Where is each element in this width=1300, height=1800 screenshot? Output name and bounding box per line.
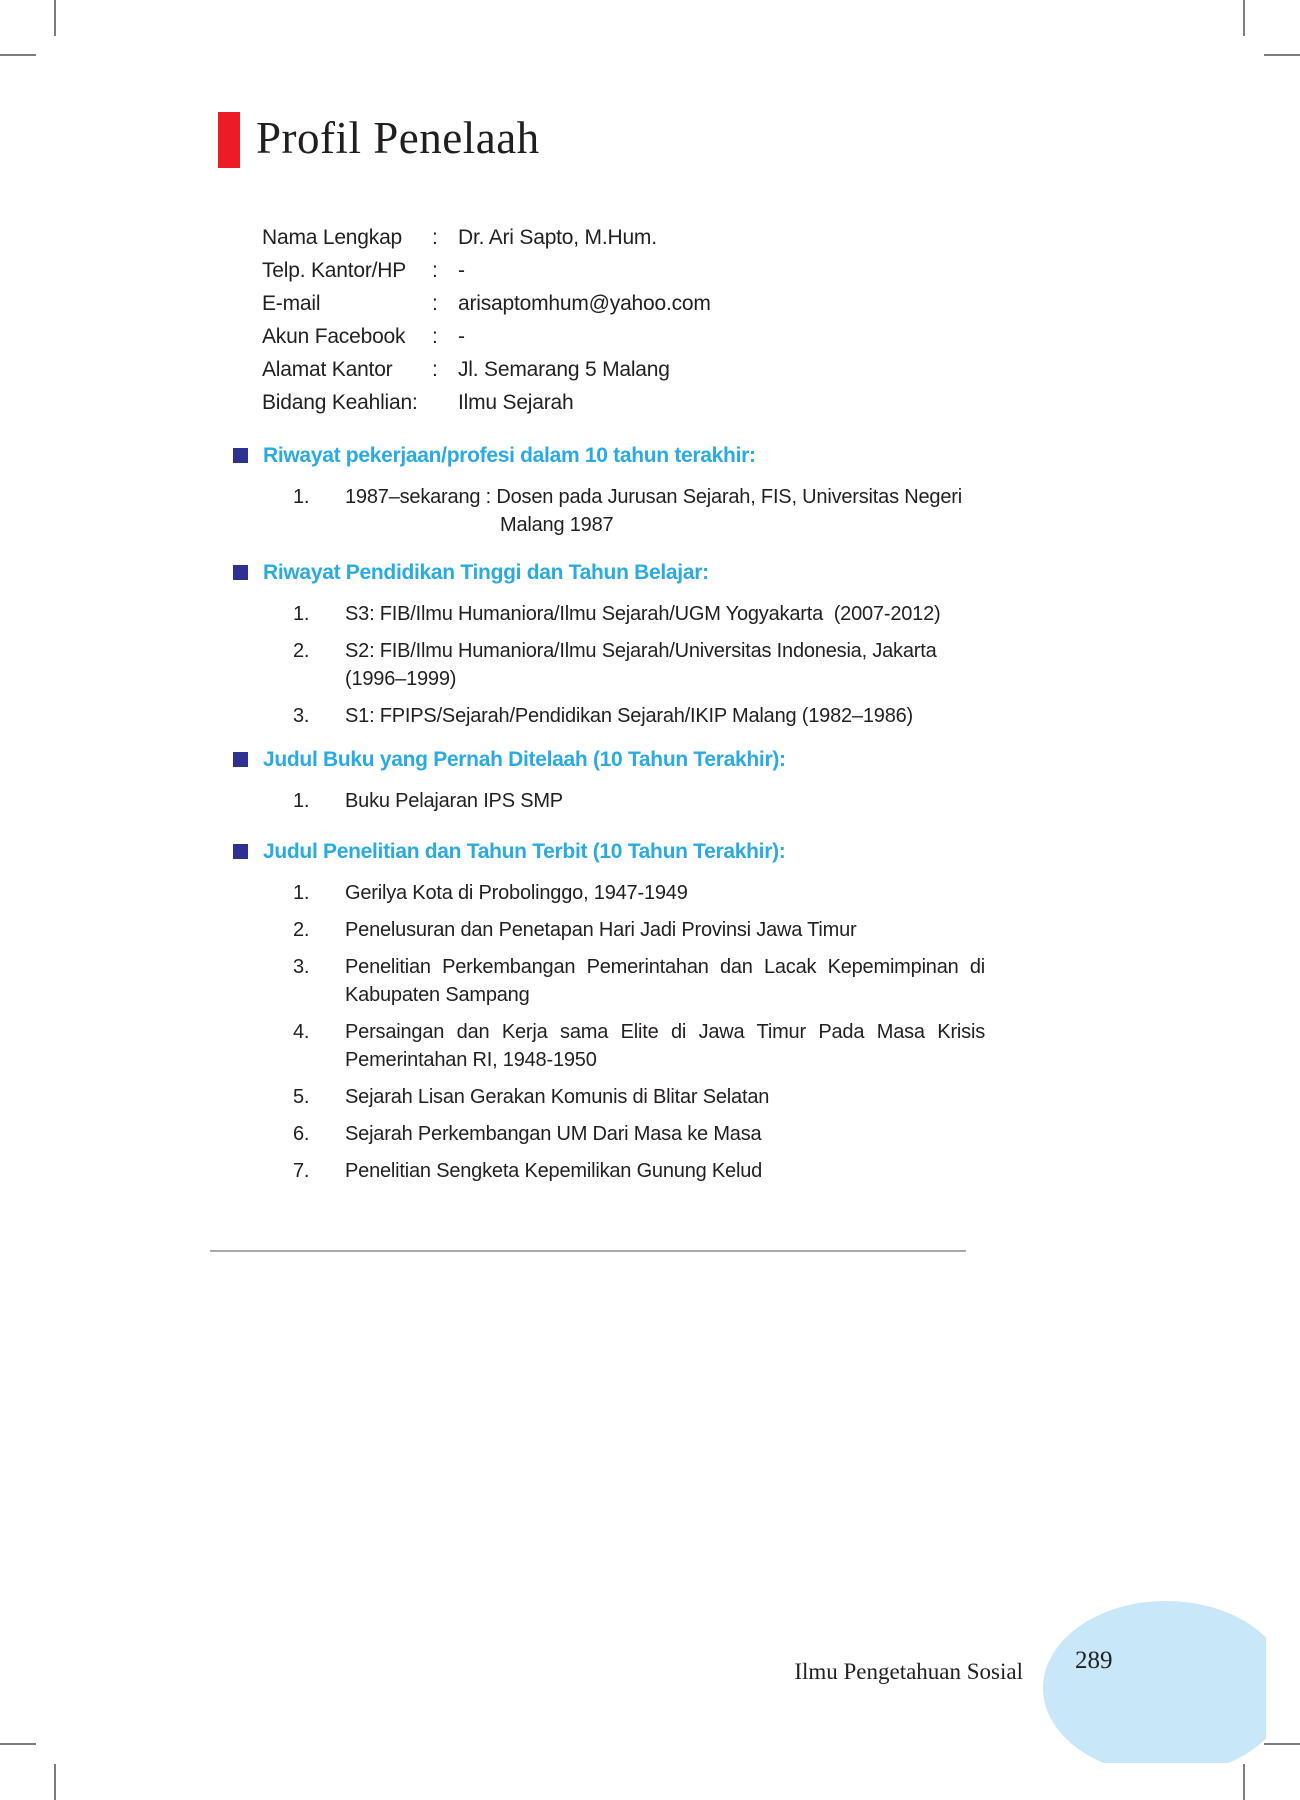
info-label: Alamat Kantor bbox=[262, 358, 393, 381]
list-item-line: Sejarah Lisan Gerakan Komunis di Blitar Selatan bbox=[345, 1086, 770, 1108]
list-item bbox=[293, 879, 1300, 907]
list-item bbox=[293, 953, 1300, 1009]
list-item bbox=[293, 916, 1300, 944]
info-value: Ilmu Sejarah bbox=[458, 391, 574, 414]
list-item-text bbox=[345, 483, 985, 539]
list-item-number: 1. bbox=[293, 790, 310, 812]
list-item bbox=[293, 483, 1300, 539]
list-item-line: Buku Pelajaran IPS SMP bbox=[345, 790, 563, 812]
list-item-line: Gerilya Kota di Probolinggo, 1947-1949 bbox=[345, 882, 688, 904]
list-item-line: Penelitian Perkembangan Pemerintahan dan Lacak Kepemimpinan di bbox=[345, 956, 985, 978]
list-item-text bbox=[345, 916, 985, 944]
list-item bbox=[293, 787, 1300, 815]
square-bullet-icon bbox=[233, 844, 248, 859]
crop-mark-icon bbox=[0, 1743, 36, 1745]
crop-mark-icon bbox=[1243, 1764, 1245, 1800]
list-item bbox=[293, 637, 1300, 693]
profile-info-block bbox=[262, 221, 1300, 419]
list-item-text bbox=[345, 1018, 985, 1074]
section-items bbox=[0, 600, 1300, 730]
info-separator: : bbox=[432, 358, 438, 381]
list-item-text bbox=[345, 702, 985, 730]
list-item bbox=[293, 1120, 1300, 1148]
list-item-number: 3. bbox=[293, 705, 310, 727]
list-item-line: Pemerintahan RI, 1948-1950 bbox=[345, 1049, 597, 1071]
section-heading-text: Judul Buku yang Pernah Ditelaah (10 Tahun Terakhir): bbox=[263, 748, 786, 771]
section-heading-text: Riwayat Pendidikan Tinggi dan Tahun Belajar: bbox=[263, 561, 709, 584]
info-separator: : bbox=[432, 325, 438, 348]
info-separator bbox=[432, 386, 458, 419]
list-item-text bbox=[345, 1120, 985, 1148]
info-label: Bidang Keahlian: bbox=[262, 391, 418, 414]
section-heading-text: Judul Penelitian dan Tahun Terbit (10 Tahun Terakhir): bbox=[263, 840, 786, 863]
footer-divider-line bbox=[210, 1250, 966, 1252]
crop-mark-icon bbox=[54, 0, 56, 36]
square-bullet-icon bbox=[233, 752, 248, 767]
info-separator: : bbox=[432, 259, 438, 282]
square-bullet-icon bbox=[233, 565, 248, 580]
info-row-bidang-keahlian bbox=[262, 386, 1300, 419]
page-number-blob bbox=[1043, 1601, 1266, 1763]
list-item-number: 7. bbox=[293, 1160, 310, 1182]
info-value: Jl. Semarang 5 Malang bbox=[458, 358, 670, 381]
section-judul-buku bbox=[0, 745, 1300, 815]
footer-book-title: Ilmu Pengetahuan Sosial bbox=[794, 1659, 1023, 1684]
section-heading bbox=[233, 837, 1300, 867]
list-item bbox=[293, 600, 1300, 628]
page-title: Profil Penelaah bbox=[256, 113, 540, 163]
list-item-number: 2. bbox=[293, 640, 310, 662]
list-item-line: S2: FIB/Ilmu Humaniora/Ilmu Sejarah/Universitas Indonesia, Jakarta bbox=[345, 640, 937, 662]
crop-mark-icon bbox=[1264, 54, 1300, 56]
list-item-line: S1: FPIPS/Sejarah/Pendidikan Sejarah/IKIP Malang (1982–1986) bbox=[345, 705, 914, 727]
info-label: E-mail bbox=[262, 292, 321, 315]
list-item-number: 1. bbox=[293, 882, 310, 904]
section-riwayat-pendidikan bbox=[0, 558, 1300, 730]
list-item-line: Penelusuran dan Penetapan Hari Jadi Provinsi Jawa Timur bbox=[345, 919, 857, 941]
list-item-line: (1996–1999) bbox=[345, 668, 457, 690]
info-row-alamat-kantor bbox=[262, 353, 1300, 386]
list-item-number: 6. bbox=[293, 1123, 310, 1145]
info-value: - bbox=[458, 259, 465, 282]
page-number: 289 bbox=[1075, 1647, 1113, 1674]
info-label: Akun Facebook bbox=[262, 325, 406, 348]
list-item bbox=[293, 1018, 1300, 1074]
list-item bbox=[293, 1157, 1300, 1185]
section-heading-text: Riwayat pekerjaan/profesi dalam 10 tahun terakhir: bbox=[263, 444, 756, 467]
info-row-nama-lengkap bbox=[262, 221, 1300, 254]
list-item-line: Malang 1987 bbox=[500, 514, 614, 536]
list-item-line: Sejarah Perkembangan UM Dari Masa ke Masa bbox=[345, 1123, 762, 1145]
list-item-line: Kabupaten Sampang bbox=[345, 984, 530, 1006]
info-row-akun-facebook bbox=[262, 320, 1300, 353]
list-item-text bbox=[345, 600, 985, 628]
title-row bbox=[218, 108, 540, 168]
crop-mark-icon bbox=[0, 54, 36, 56]
list-item-number: 2. bbox=[293, 919, 310, 941]
list-item-number: 3. bbox=[293, 956, 310, 978]
info-value: - bbox=[458, 325, 465, 348]
list-item-line: Penelitian Sengketa Kepemilikan Gunung Kelud bbox=[345, 1160, 763, 1182]
section-items bbox=[0, 787, 1300, 815]
list-item bbox=[293, 702, 1300, 730]
info-value: Dr. Ari Sapto, M.Hum. bbox=[458, 226, 657, 249]
red-bar-icon bbox=[218, 112, 240, 168]
list-item-text bbox=[345, 953, 985, 1009]
list-item-text bbox=[345, 787, 985, 815]
list-item-line: Persaingan dan Kerja sama Elite di Jawa Timur Pada Masa Krisis bbox=[345, 1021, 985, 1043]
list-item-number: 4. bbox=[293, 1021, 310, 1043]
list-item-line: S3: FIB/Ilmu Humaniora/Ilmu Sejarah/UGM Yogyakarta (2007-2012) bbox=[345, 603, 941, 625]
page-content bbox=[0, 221, 1300, 1194]
section-heading bbox=[233, 441, 1300, 471]
list-item bbox=[293, 1083, 1300, 1111]
info-value: arisaptomhum@yahoo.com bbox=[458, 292, 711, 315]
list-item-line: 1987–sekarang : Dosen pada Jurusan Sejarah, FIS, Universitas Negeri bbox=[345, 486, 962, 508]
list-item-number: 5. bbox=[293, 1086, 310, 1108]
list-item-text bbox=[345, 1157, 985, 1185]
info-separator: : bbox=[432, 292, 438, 315]
section-riwayat-pekerjaan bbox=[0, 441, 1300, 539]
info-label: Telp. Kantor/HP bbox=[262, 259, 407, 282]
list-item-number: 1. bbox=[293, 486, 310, 508]
section-judul-penelitian bbox=[0, 837, 1300, 1185]
info-label: Nama Lengkap bbox=[262, 226, 403, 249]
section-items bbox=[0, 879, 1300, 1185]
crop-mark-icon bbox=[1264, 1743, 1300, 1745]
square-bullet-icon bbox=[233, 448, 248, 463]
section-heading bbox=[233, 745, 1300, 775]
info-separator: : bbox=[432, 226, 438, 249]
info-row-email bbox=[262, 287, 1300, 320]
list-item-number: 1. bbox=[293, 603, 310, 625]
list-item-text bbox=[345, 879, 985, 907]
section-items bbox=[0, 483, 1300, 539]
list-item-text bbox=[345, 637, 985, 693]
list-item-text bbox=[345, 1083, 985, 1111]
crop-mark-icon bbox=[54, 1764, 56, 1800]
info-row-telp-kantor bbox=[262, 254, 1300, 287]
section-heading bbox=[233, 558, 1300, 588]
crop-mark-icon bbox=[1243, 0, 1245, 36]
